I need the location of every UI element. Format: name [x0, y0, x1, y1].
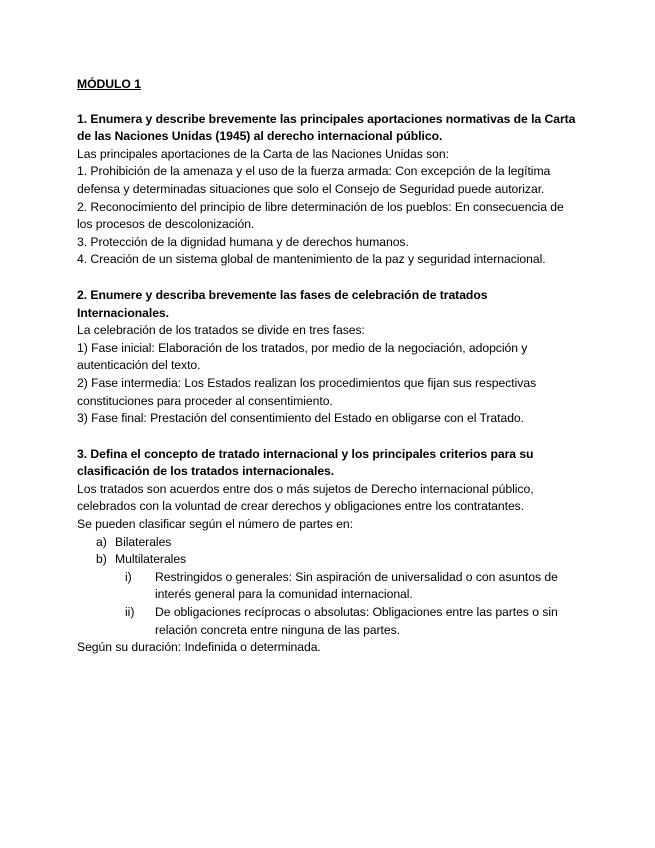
list-item: [77, 534, 582, 552]
section-1: [77, 111, 582, 269]
paragraph: Se pueden clasificar según el número de partes en:: [77, 517, 353, 532]
paragraph: 2) Fase intermedia: Los Estados realizan los procedimientos que fijan sus respectivas constituciones para proceder al consentimiento.: [77, 375, 537, 408]
document-page: [77, 76, 582, 675]
sub-list-item: [77, 569, 582, 604]
sub-list-item: [77, 604, 582, 639]
section-heading: 3. Defina el concepto de tratado internacional y los principales criterios para su clasificación de los tratados internacionales.: [77, 446, 534, 479]
list-marker: a): [96, 534, 107, 549]
paragraph: 2. Reconocimiento del principio de libre determinación de los pueblos: En consecuencia de los procesos de descolonización.: [77, 199, 564, 232]
list-item-text: Multilaterales: [115, 552, 187, 567]
paragraph: 3. Protección de la dignidad humana y de derechos humanos.: [77, 234, 409, 249]
section-heading: 2. Enumere y describa brevemente las fases de celebración de tratados Internacionales.: [77, 287, 488, 320]
section-3: [77, 446, 582, 657]
section-2: [77, 287, 582, 428]
section-heading: 1. Enumera y describe brevemente las principales aportaciones normativas de la Carta de las Naciones Unidas (1945) al derecho internacional público.: [77, 111, 576, 144]
list-marker: b): [96, 552, 107, 567]
list-item-text: De obligaciones recíprocas o absolutas: Obligaciones entre las partes o sin relación concreta entre ninguna de las partes.: [155, 605, 558, 637]
list-item: [77, 551, 582, 569]
paragraph: Según su duración: Indefinida o determinada.: [77, 640, 321, 655]
list-marker: i): [125, 569, 132, 584]
module-title: MÓDULO 1: [77, 77, 141, 91]
list-item-text: Bilaterales: [115, 534, 172, 549]
paragraph: 4. Creación de un sistema global de mantenimiento de la paz y seguridad internacional.: [77, 252, 546, 267]
list-item-text: Restringidos o generales: Sin aspiración de universalidad o con asuntos de interés general para la comunidad internacional.: [155, 569, 558, 602]
paragraph: 1. Prohibición de la amenaza y el uso de la fuerza armada: Con excepción de la legítima defensa y determinadas situaciones que solo el Consejo de Seguridad puede autorizar.: [77, 164, 551, 196]
paragraph: La celebración de los tratados se divide en tres fases:: [77, 323, 365, 338]
paragraph: Las principales aportaciones de la Carta de las Naciones Unidas son:: [77, 146, 449, 161]
paragraph: 3) Fase final: Prestación del consentimiento del Estado en obligarse con el Tratado.: [77, 411, 524, 426]
paragraph: Los tratados son acuerdos entre dos o más sujetos de Derecho internacional público, celebrados con la voluntad de crear derechos y obligaciones entre los contratantes.: [77, 481, 534, 514]
list-marker: ii): [125, 605, 135, 620]
paragraph: 1) Fase inicial: Elaboración de los tratados, por medio de la negociación, adopción y autenticación del texto.: [77, 340, 528, 373]
